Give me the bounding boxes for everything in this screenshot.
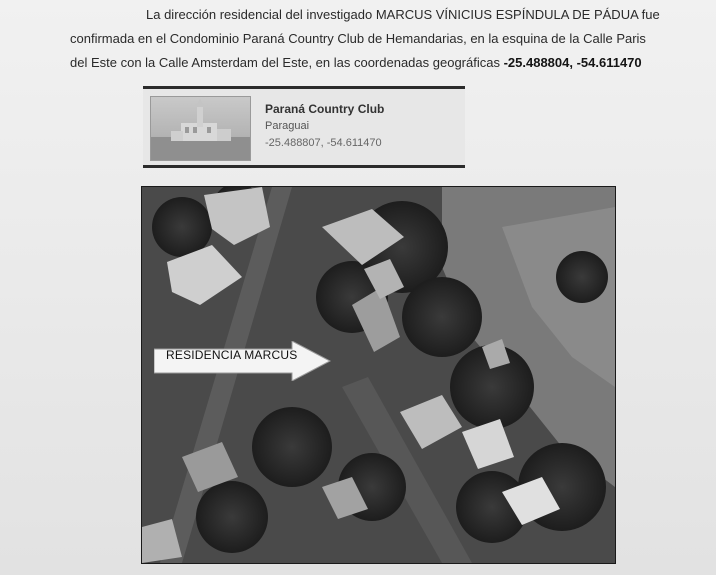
paragraph-line-2: confirmada en el Condominio Paraná Country Club de Hemandarias, en la esquina de la Calle Paris <box>70 31 646 46</box>
investigated-name: MARCUS VÍNICIUS ESPÍNDULA DE PÁDUA <box>375 7 639 22</box>
place-country: Paraguai <box>265 120 310 132</box>
line1-prefix: La dirección residencial del investigado <box>146 7 376 22</box>
place-name: Paraná Country Club <box>265 102 385 116</box>
building-photo-icon <box>151 97 250 160</box>
satellite-map <box>141 186 616 564</box>
place-info-card[interactable] <box>143 86 465 168</box>
place-thumbnail <box>150 96 251 161</box>
paragraph-line-3 <box>70 51 642 75</box>
residence-arrow-label: RESIDENCIA MARCUS <box>166 348 298 362</box>
paragraph-line-1 <box>146 3 660 27</box>
line3-prefix: del Este con la Calle Amsterdam del Este, en las coordenadas geográficas <box>70 55 504 70</box>
place-coordinates: -25.488807, -54.611470 <box>265 137 382 149</box>
line1-suffix: fue <box>638 7 660 22</box>
geo-coordinates: -25.488804, -54.611470 <box>503 55 642 70</box>
